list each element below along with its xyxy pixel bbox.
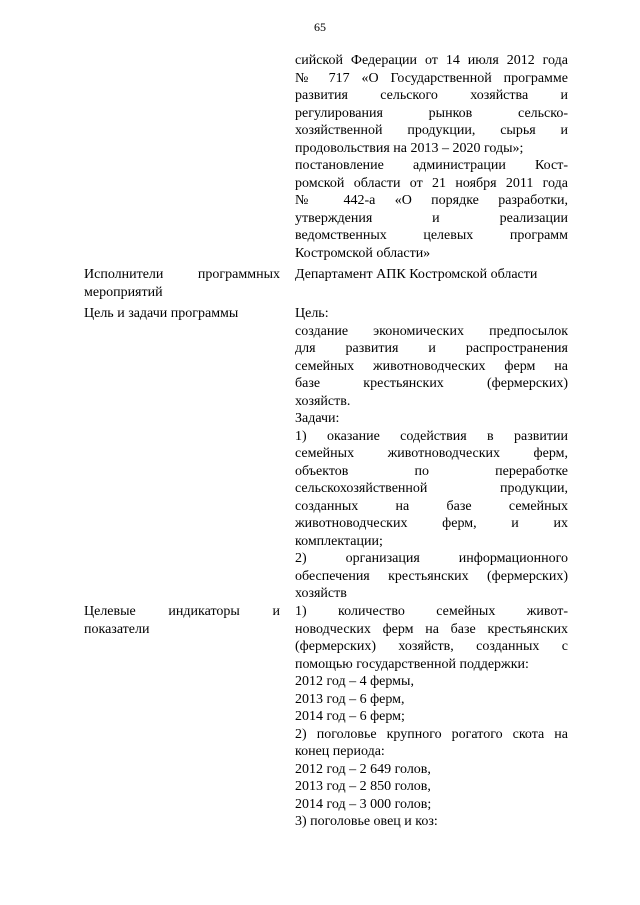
label-line: показатели	[84, 621, 150, 637]
text-line: 2012 год – 4 фермы,	[295, 674, 414, 689]
text-line: регулирования рынков сельско-	[295, 105, 568, 121]
text-line: 2013 год – 6 ферм,	[295, 691, 405, 707]
executors-label	[84, 266, 280, 301]
text-line: 2014 год – 3 000 голов;	[295, 796, 432, 812]
goals-text	[295, 305, 568, 603]
text-line: (фермерских) хозяйств, созданных с	[295, 639, 568, 654]
text-line: базе крестьянских (фермерских)	[295, 376, 568, 391]
text-line: ведомственных целевых программ	[295, 228, 568, 243]
text-line: 1) количество семейных живот-	[295, 604, 568, 619]
text-line: развития сельского хозяйства и	[295, 88, 568, 103]
text-line: новодческих ферм на базе крестьянских	[295, 621, 568, 637]
text-line: объектов по переработке	[295, 463, 568, 479]
text-line: 1) оказание содействия в развитии	[295, 428, 568, 444]
indicators-text	[295, 603, 568, 831]
executors-value	[295, 266, 568, 284]
page-number: 65	[314, 20, 326, 34]
text-line: Задачи:	[295, 411, 340, 426]
text-line: созданных на базе семейных	[295, 498, 568, 514]
text-line: конец периода:	[295, 744, 385, 759]
text-line: ромской области от 21 ноября 2011 года	[295, 175, 568, 191]
text-line: постановление администрации Кост-	[295, 158, 568, 173]
text-line: 3) поголовье овец и коз:	[295, 814, 438, 829]
label-line: Исполнители программных	[84, 267, 280, 282]
text-line: 2013 год – 2 850 голов,	[295, 779, 431, 794]
text-line: хозяйств.	[295, 393, 351, 409]
text-line: помощью государственной поддержки:	[295, 656, 529, 672]
text-line: хозяйственной продукции, сырья и	[295, 123, 568, 138]
text-line: № 717 «О Государственной программе	[295, 70, 568, 86]
text-line: создание экономических предпосылок	[295, 323, 568, 339]
text-line: продовольствия на 2013 – 2020 годы»;	[295, 140, 524, 156]
text-line: № 442-а «О порядке разработки,	[295, 193, 568, 208]
goals-label	[84, 305, 280, 323]
text-line: 2014 год – 6 ферм;	[295, 709, 405, 724]
text-line: комплектации;	[295, 533, 383, 549]
text-line: семейных животноводческих ферм,	[295, 446, 568, 461]
text-line: 2) поголовье крупного рогатого скота на	[295, 726, 568, 742]
text-line: сельскохозяйственной продукции,	[295, 481, 568, 496]
text-line: Цель:	[295, 306, 329, 321]
text-line: для развития и распространения	[295, 341, 568, 356]
text-line: семейных животноводческих ферм на	[295, 358, 568, 374]
text-line: хозяйств	[295, 586, 347, 601]
indicators-label	[84, 603, 280, 638]
text-line: 2) организация информационного	[295, 551, 568, 566]
text-line: сийской Федерации от 14 июля 2012 года	[295, 53, 568, 68]
text-line: животноводческих ферм, и их	[295, 516, 568, 531]
text-line: утверждения и реализации	[295, 210, 568, 226]
text-line: Департамент АПК Костромской области	[295, 267, 538, 282]
label-line: мероприятий	[84, 284, 163, 300]
label-line: Целевые индикаторы и	[84, 604, 280, 619]
text-line: обеспечения крестьянских (фермерских)	[295, 568, 568, 584]
label-line: Цель и задачи программы	[84, 306, 239, 321]
text-line: 2012 год – 2 649 голов,	[295, 761, 431, 777]
text-line: Костромской области»	[295, 245, 431, 261]
legal-basis-text	[295, 52, 568, 262]
